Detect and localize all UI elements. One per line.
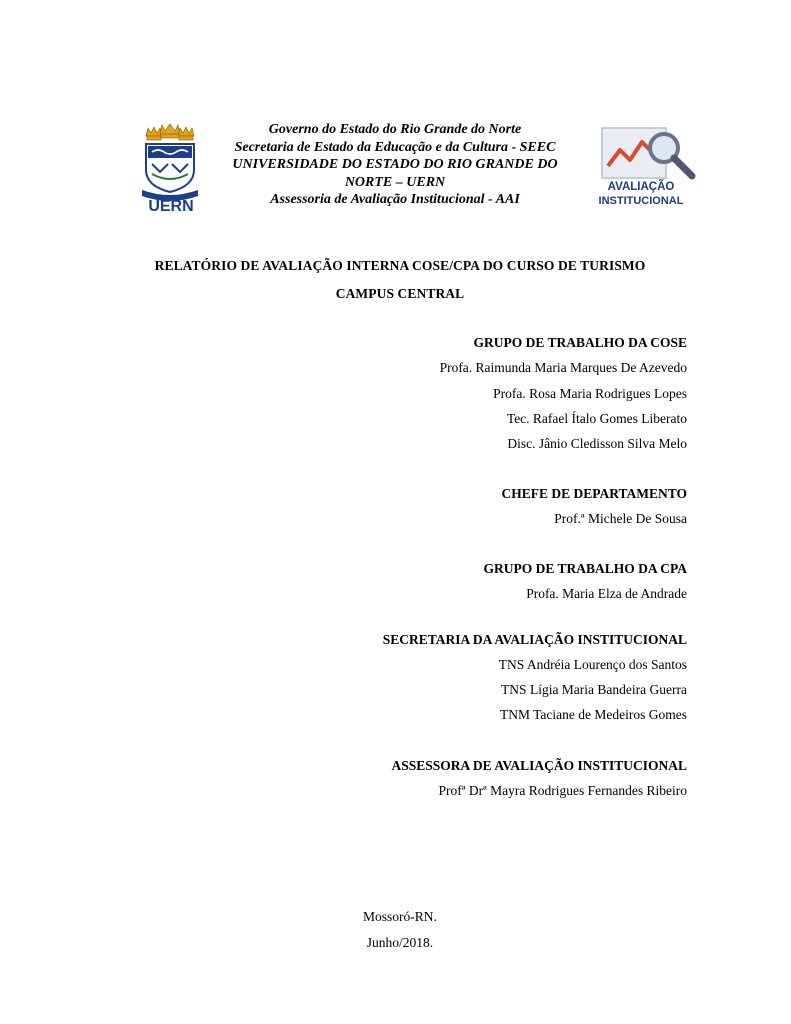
section-heading-cose: GRUPO DE TRABALHO DA COSE xyxy=(473,335,687,350)
header-line: Assessoria de Avaliação Institucional - AAI xyxy=(270,192,520,207)
member-name: Profa. Rosa Maria Rodrigues Lopes xyxy=(493,386,687,401)
member-name: Profa. Raimunda Maria Marques De Azevedo xyxy=(439,360,687,375)
avaliacao-logo-line2: INSTITUCIONAL xyxy=(598,195,684,207)
section-heading-assessora: ASSESSORA DE AVALIAÇÃO INSTITUCIONAL xyxy=(391,758,687,773)
uern-logo-text: UERN xyxy=(148,198,194,215)
footer-place: Mossoró-RN. xyxy=(363,909,437,924)
member-name: TNS Andréia Lourenço dos Santos xyxy=(498,657,687,672)
section-heading-chefe: CHEFE DE DEPARTAMENTO xyxy=(501,486,687,501)
report-subtitle: CAMPUS CENTRAL xyxy=(335,286,465,301)
header-line: UNIVERSIDADE DO ESTADO DO RIO GRANDE DO xyxy=(232,157,558,172)
avaliacao-logo-line1: AVALIAÇÃO xyxy=(607,181,675,193)
avaliacao-logo-text xyxy=(598,180,684,208)
member-name: TNM Taciane de Medeiros Gomes xyxy=(499,707,687,722)
header-line: Secretaria de Estado da Educação e da Cultura - SEEC xyxy=(234,139,556,155)
section-heading-secretaria: SECRETARIA DA AVALIAÇÃO INSTITUCIONAL xyxy=(382,632,687,647)
member-name: Tec. Rafael Ítalo Gomes Liberato xyxy=(506,411,687,426)
member-name: Disc. Jânio Cledisson Silva Melo xyxy=(507,436,687,451)
member-name: Prof.ª Michele De Sousa xyxy=(554,511,687,526)
header-line: Governo do Estado do Rio Grande do Norte xyxy=(268,122,522,137)
report-title: RELATÓRIO DE AVALIAÇÃO INTERNA COSE/CPA DO CURSO DE TURISMO xyxy=(154,258,646,273)
header-line: NORTE – UERN xyxy=(344,174,446,190)
member-name: Profa. Maria Elza de Andrade xyxy=(526,586,687,601)
footer-date: Junho/2018. xyxy=(366,935,434,950)
institution-header xyxy=(215,121,575,209)
section-heading-cpa: GRUPO DE TRABALHO DA CPA xyxy=(483,561,687,576)
member-name: Profª Drª Mayra Rodrigues Fernandes Ribeiro xyxy=(438,783,687,798)
member-name: TNS Lígia Maria Bandeira Guerra xyxy=(501,682,687,697)
